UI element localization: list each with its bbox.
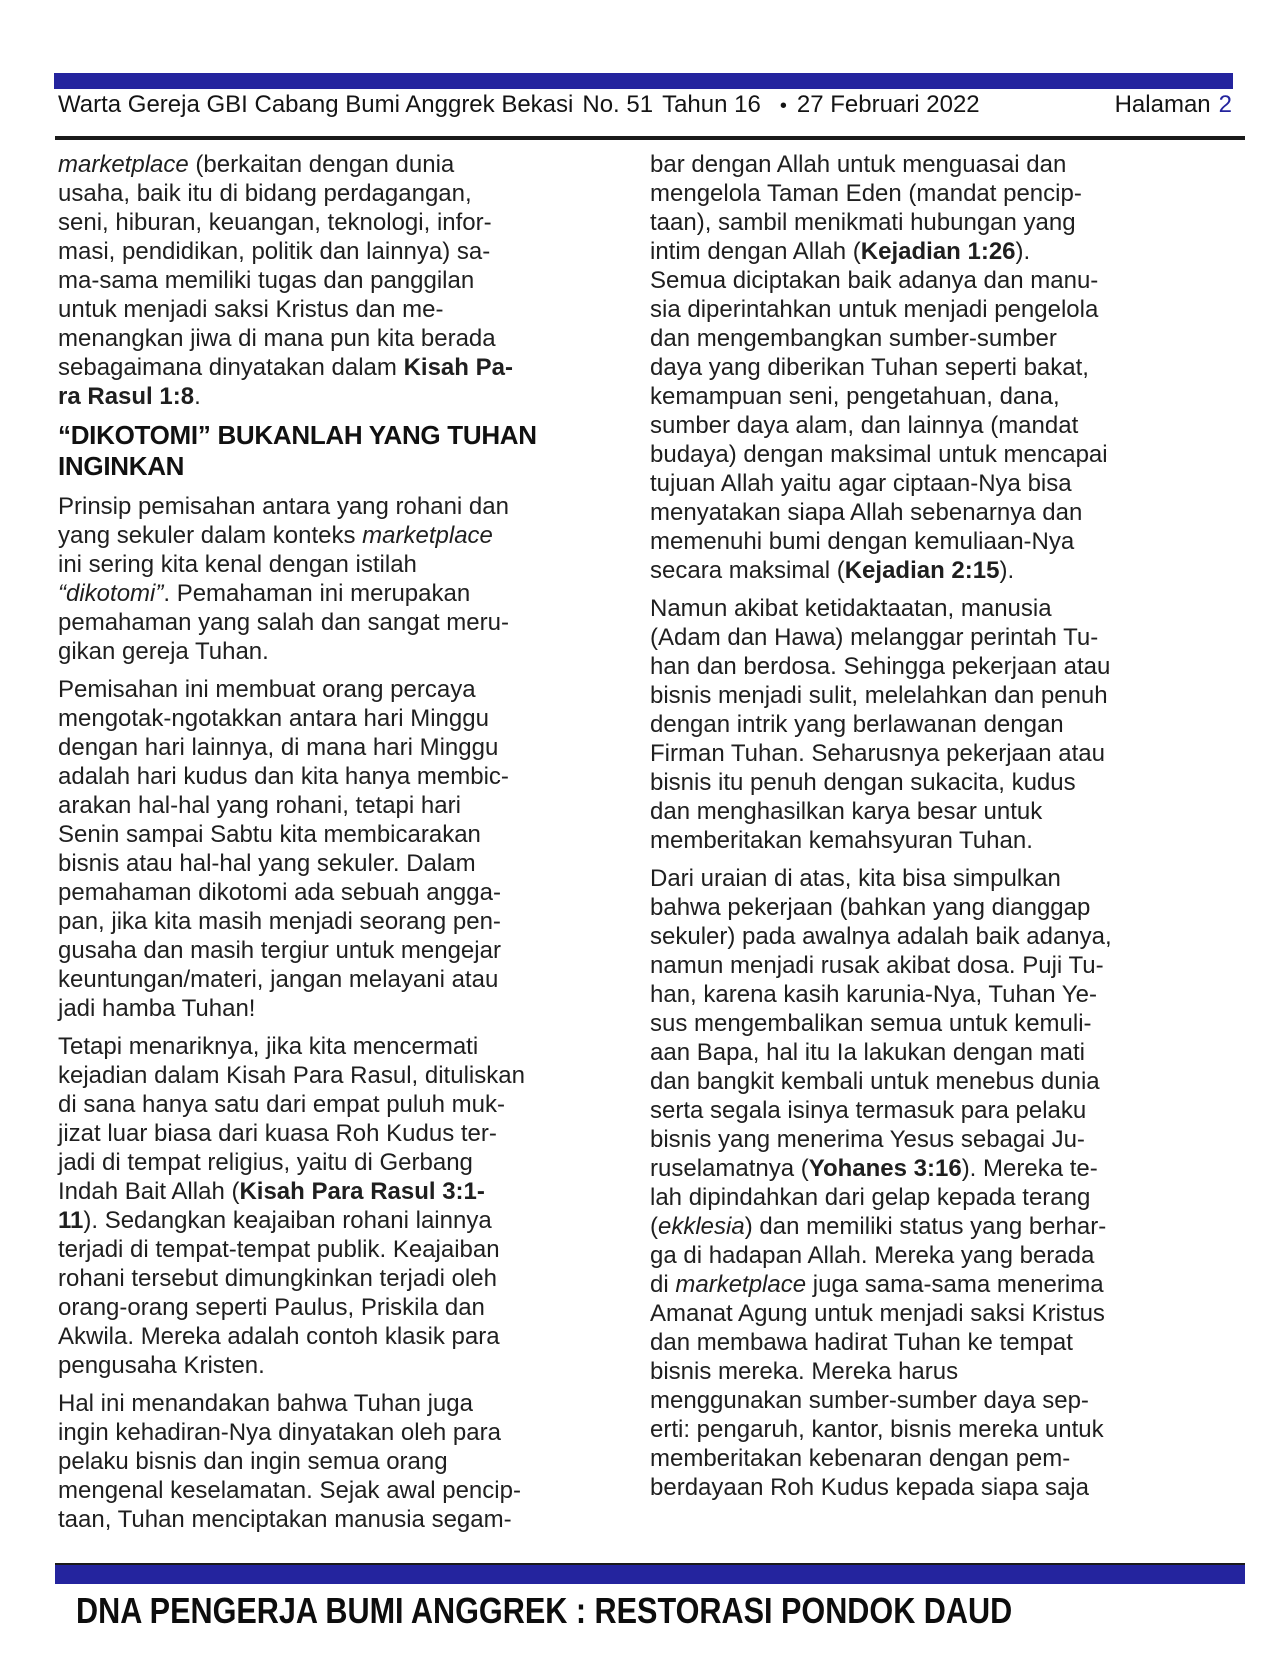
text-line: yang sekuler dalam konteks marketplace bbox=[58, 522, 493, 549]
text-line: marketplace (berkaitan dengan dunia bbox=[58, 151, 455, 178]
text-line: adalah hari kudus dan kita hanya membic- bbox=[58, 763, 509, 790]
text-line: seni, hiburan, keuangan, teknologi, infor- bbox=[58, 209, 492, 236]
text-line: tujuan Allah yaitu agar ciptaan-Nya bisa bbox=[650, 470, 1072, 497]
text-line: ini sering kita kenal dengan istilah bbox=[58, 551, 417, 578]
text-line: sebagaimana dinyatakan dalam Kisah Pa- bbox=[58, 354, 513, 381]
text-line: jizat luar biasa dari kuasa Roh Kudus ter- bbox=[58, 1120, 497, 1147]
text-line: memberitakan kemahsyuran Tuhan. bbox=[650, 827, 1033, 854]
header-rule bbox=[55, 136, 1245, 140]
article-paragraph bbox=[650, 864, 1232, 1502]
text-line: daya yang diberikan Tuhan seperti bakat, bbox=[650, 354, 1089, 381]
article-paragraph bbox=[650, 150, 1232, 585]
text-line: memenuhi bumi dengan kemuliaan-Nya bbox=[650, 528, 1075, 555]
text-line: taan), sambil menikmati hubungan yang bbox=[650, 209, 1076, 236]
text-line: sus mengembalikan semua untuk kemuli- bbox=[650, 1010, 1092, 1037]
text-line: keuntungan/materi, jangan melayani atau bbox=[58, 966, 499, 993]
year-label: Tahun 16 bbox=[662, 91, 761, 118]
article-paragraph bbox=[58, 1389, 606, 1534]
text-line: INGINKAN bbox=[58, 451, 185, 481]
text-line: ma-sama memiliki tugas dan panggilan bbox=[58, 267, 475, 294]
bottom-accent-bar bbox=[55, 1563, 1245, 1584]
text-line: pengusaha Kristen. bbox=[58, 1352, 265, 1379]
text-line: mengelola Taman Eden (mandat pencip- bbox=[650, 180, 1082, 207]
text-line: rohani tersebut dimungkinkan terjadi oleh bbox=[58, 1265, 497, 1292]
text-line: “DIKOTOMI” BUKANLAH YANG TUHAN bbox=[58, 420, 537, 450]
text-line: arakan hal-hal yang rohani, tetapi hari bbox=[58, 792, 461, 819]
text-line: Pemisahan ini membuat orang percaya bbox=[58, 676, 476, 703]
text-line: serta segala isinya termasuk para pelaku bbox=[650, 1097, 1087, 1124]
article-paragraph bbox=[58, 150, 606, 411]
text-line: namun menjadi rusak akibat dosa. Puji Tu- bbox=[650, 952, 1104, 979]
text-line: (Adam dan Hawa) melanggar perintah Tu- bbox=[650, 624, 1099, 651]
text-line: Prinsip pemisahan antara yang rohani dan bbox=[58, 493, 509, 520]
text-line: kejadian dalam Kisah Para Rasul, dituliskan bbox=[58, 1062, 525, 1089]
text-line: pemahaman dikotomi ada sebuah angga- bbox=[58, 879, 501, 906]
article-paragraph bbox=[58, 675, 606, 1023]
text-line: pemahaman yang salah dan sangat meru- bbox=[58, 609, 509, 636]
text-line: secara maksimal (Kejadian 2:15). bbox=[650, 557, 1015, 584]
masthead bbox=[58, 90, 1232, 121]
page-indicator bbox=[1107, 90, 1232, 120]
text-line: Hal ini menandakan bahwa Tuhan juga bbox=[58, 1390, 473, 1417]
text-line: sumber daya alam, dan lainnya (mandat bbox=[650, 412, 1079, 439]
top-accent-bar bbox=[54, 73, 1233, 89]
text-line: masi, pendidikan, politik dan lainnya) sa- bbox=[58, 238, 491, 265]
article-paragraph bbox=[58, 492, 606, 666]
text-line: menangkan jiwa di mana pun kita berada bbox=[58, 325, 496, 352]
masthead-left bbox=[58, 90, 989, 121]
text-line: gusaha dan masih tergiur untuk mengejar bbox=[58, 937, 501, 964]
column-right bbox=[650, 150, 1232, 1543]
text-line: jadi di tempat religius, yaitu di Gerbang bbox=[58, 1149, 473, 1176]
text-line: han dan berdosa. Sehingga pekerjaan atau bbox=[650, 653, 1111, 680]
text-line: Dari uraian di atas, kita bisa simpulkan bbox=[650, 865, 1061, 892]
text-line: usaha, baik itu di bidang perdagangan, bbox=[58, 180, 472, 207]
text-line: kemampuan seni, pengetahuan, dana, bbox=[650, 383, 1060, 410]
text-line: “dikotomi”. Pemahaman ini merupakan bbox=[58, 580, 471, 607]
text-line: Indah Bait Allah (Kisah Para Rasul 3:1- bbox=[58, 1178, 485, 1205]
text-line: Semua diciptakan baik adanya dan manu- bbox=[650, 267, 1099, 294]
text-line: bisnis itu penuh dengan sukacita, kudus bbox=[650, 769, 1076, 796]
page-number: 2 bbox=[1218, 91, 1232, 118]
text-line: dan mengembangkan sumber-sumber bbox=[650, 325, 1057, 352]
text-line: mengenal keselamatan. Sejak awal pencip- bbox=[58, 1477, 521, 1504]
text-line: bisnis mereka. Mereka harus bbox=[650, 1358, 959, 1385]
text-line: pelaku bisnis dan ingin semua orang bbox=[58, 1448, 448, 1475]
issue-number: No. 51 bbox=[582, 91, 654, 118]
text-line: (ekklesia) dan memiliki status yang berhar- bbox=[650, 1213, 1107, 1240]
text-line: bahwa pekerjaan (bahkan yang dianggap bbox=[650, 894, 1091, 921]
page-label: Halaman bbox=[1114, 91, 1211, 118]
newsletter-title: Warta Gereja GBI Cabang Bumi Anggrek Bekasi bbox=[58, 91, 574, 118]
text-line: lah dipindahkan dari gelap kepada terang bbox=[650, 1184, 1091, 1211]
text-line: erti: pengaruh, kantor, bisnis mereka untuk bbox=[650, 1416, 1104, 1443]
issue-date: 27 Februari 2022 bbox=[796, 91, 980, 118]
text-line: pan, jika kita masih menjadi seorang pen- bbox=[58, 908, 501, 935]
text-line: jadi hamba Tuhan! bbox=[58, 995, 256, 1022]
text-line: ga di hadapan Allah. Mereka yang berada bbox=[650, 1242, 1095, 1269]
text-line: bisnis yang menerima Yesus sebagai Ju- bbox=[650, 1126, 1085, 1153]
text-line: ra Rasul 1:8. bbox=[58, 383, 201, 410]
text-line: sekuler) pada awalnya adalah baik adanya, bbox=[650, 923, 1112, 950]
text-line: Firman Tuhan. Seharusnya pekerjaan atau bbox=[650, 740, 1105, 767]
column-left bbox=[58, 150, 606, 1543]
text-line: dan menghasilkan karya besar untuk bbox=[650, 798, 1043, 825]
text-line: han, karena kasih karunia-Nya, Tuhan Ye- bbox=[650, 981, 1097, 1008]
text-line: orang-orang seperti Paulus, Priskila dan bbox=[58, 1294, 485, 1321]
text-line: dengan intrik yang berlawanan dengan bbox=[650, 711, 1064, 738]
text-line: dengan hari lainnya, di mana hari Minggu bbox=[58, 734, 499, 761]
text-line: Amanat Agung untuk menjadi saksi Kristus bbox=[650, 1300, 1105, 1327]
text-line: menggunakan sumber-sumber daya sep- bbox=[650, 1387, 1089, 1414]
text-line: berdayaan Roh Kudus kepada siapa saja bbox=[650, 1474, 1089, 1501]
footer-banner-text: DNA PENGERJA BUMI ANGGREK : RESTORASI PONDOK DAUD bbox=[76, 1590, 1013, 1631]
text-line: Senin sampai Sabtu kita membicarakan bbox=[58, 821, 481, 848]
text-line: bar dengan Allah untuk menguasai dan bbox=[650, 151, 1067, 178]
text-line: ingin kehadiran-Nya dinyatakan oleh para bbox=[58, 1419, 501, 1446]
article-columns bbox=[58, 150, 1232, 1543]
text-line: bisnis atau hal-hal yang sekuler. Dalam bbox=[58, 850, 476, 877]
text-line: terjadi di tempat-tempat publik. Keajaiban bbox=[58, 1236, 500, 1263]
text-line: intim dengan Allah (Kejadian 1:26). bbox=[650, 238, 1031, 265]
text-line: taan, Tuhan menciptakan manusia segam- bbox=[58, 1506, 512, 1533]
text-line: aan Bapa, hal itu Ia lakukan dengan mati bbox=[650, 1039, 1085, 1066]
text-line: 11). Sedangkan keajaiban rohani lainnya bbox=[58, 1207, 492, 1234]
bullet-separator: • bbox=[779, 95, 787, 117]
text-line: gikan gereja Tuhan. bbox=[58, 638, 269, 665]
article-heading bbox=[58, 420, 606, 482]
text-line: dan bangkit kembali untuk menebus dunia bbox=[650, 1068, 1100, 1095]
article-paragraph bbox=[58, 1032, 606, 1380]
text-line: ruselamatnya (Yohanes 3:16). Mereka te- bbox=[650, 1155, 1098, 1182]
text-line: untuk menjadi saksi Kristus dan me- bbox=[58, 296, 444, 323]
text-line: Tetapi menariknya, jika kita mencermati bbox=[58, 1033, 479, 1060]
text-line: Akwila. Mereka adalah contoh klasik para bbox=[58, 1323, 500, 1350]
text-line: di marketplace juga sama-sama menerima bbox=[650, 1271, 1104, 1298]
text-line: di sana hanya satu dari empat puluh muk- bbox=[58, 1091, 505, 1118]
text-line: dan membawa hadirat Tuhan ke tempat bbox=[650, 1329, 1073, 1356]
text-line: menyatakan siapa Allah sebenarnya dan bbox=[650, 499, 1083, 526]
text-line: bisnis menjadi sulit, melelahkan dan penuh bbox=[650, 682, 1108, 709]
text-line: sia diperintahkan untuk menjadi pengelola bbox=[650, 296, 1099, 323]
text-line: Namun akibat ketidaktaatan, manusia bbox=[650, 595, 1052, 622]
text-line: memberitakan kebenaran dengan pem- bbox=[650, 1445, 1071, 1472]
text-line: budaya) dengan maksimal untuk mencapai bbox=[650, 441, 1108, 468]
text-line: mengotak-ngotakkan antara hari Minggu bbox=[58, 705, 489, 732]
article-paragraph bbox=[650, 594, 1232, 855]
